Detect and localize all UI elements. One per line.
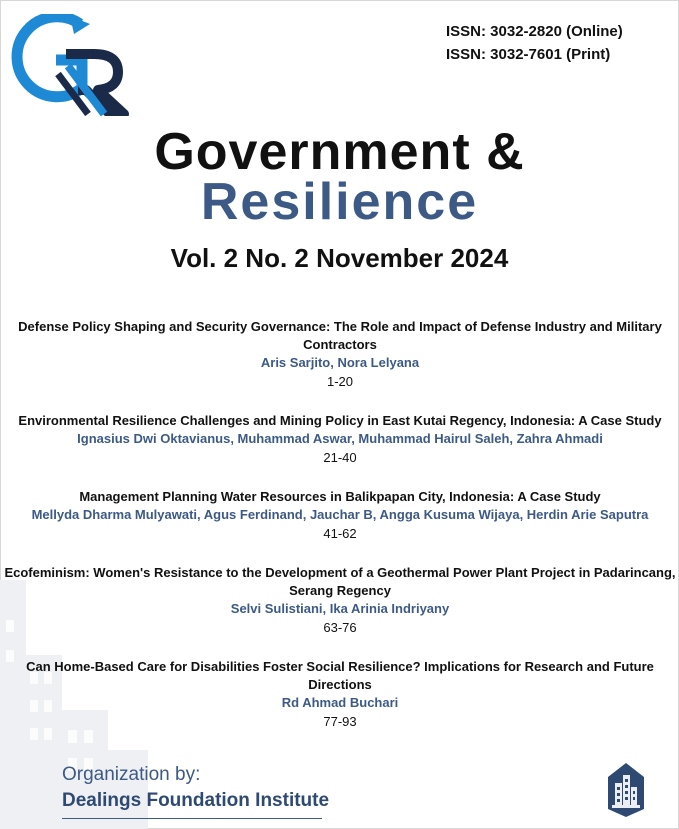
article-authors: Selvi Sulistiani, Ika Arinia Indriyany — [230, 601, 450, 616]
article-authors: Ignasius Dwi Oktavianus, Muhammad Aswar, Muhammad Hairul Saleh, Zahra Ahmadi — [77, 431, 603, 446]
article-entry — [4, 488, 676, 543]
journal-title-line2: Resilience — [200, 173, 479, 231]
journal-logo-icon — [8, 14, 134, 116]
article-entry — [4, 658, 676, 731]
issn-print: ISSN: 3032-7601 (Print) — [446, 46, 611, 63]
organization-label: Organization by: — [62, 764, 201, 785]
article-pages: 77-93 — [323, 714, 357, 729]
organization-name: Dealings Foundation Institute — [62, 790, 330, 811]
article-pages: 63-76 — [323, 620, 357, 635]
article-entry — [4, 412, 676, 467]
issn-online: ISSN: 3032-2820 (Online) — [446, 23, 623, 40]
article-entry — [4, 564, 676, 637]
article-authors: Rd Ahmad Buchari — [281, 695, 399, 710]
article-title[interactable]: Defense Policy Shaping and Security Governance: The Role and Impact of Defense Industry and Military Contractors — [18, 319, 662, 352]
building-badge-icon — [606, 761, 646, 817]
article-title[interactable]: Management Planning Water Resources in Balikpapan City, Indonesia: A Case Study — [79, 489, 601, 504]
article-pages: 1-20 — [326, 374, 354, 389]
article-authors: Aris Sarjito, Nora Lelyana — [260, 355, 420, 370]
article-authors: Mellyda Dharma Mulyawati, Agus Ferdinand, Jauchar B, Angga Kusuma Wijaya, Herdin Arie Saputra — [31, 507, 649, 522]
article-title[interactable]: Can Home-Based Care for Disabilities Foster Social Resilience? Implications for Research and Future Directions — [26, 659, 654, 692]
article-entry — [4, 318, 676, 391]
article-pages: 21-40 — [323, 450, 357, 465]
article-title[interactable]: Ecofeminism: Women's Resistance to the Development of a Geothermal Power Plant Project in Padarincang, Serang Regency — [4, 565, 676, 598]
organization-underline — [62, 818, 322, 819]
volume-issue: Vol. 2 No. 2 November 2024 — [170, 243, 509, 273]
table-of-contents — [4, 318, 676, 752]
journal-title-line1: Government & — [154, 123, 525, 181]
article-title[interactable]: Environmental Resilience Challenges and Mining Policy in East Kutai Regency, Indonesia: A Case Study — [18, 413, 662, 428]
issn-block — [446, 20, 623, 66]
article-pages: 41-62 — [323, 526, 357, 541]
